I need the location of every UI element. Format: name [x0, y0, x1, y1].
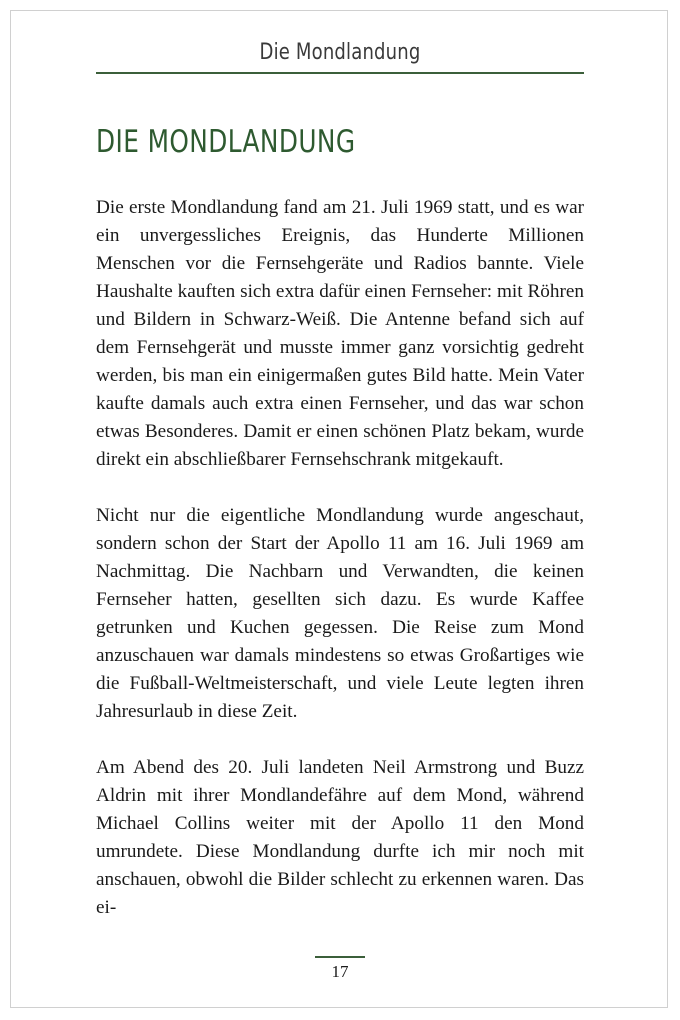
- body-text: [96, 194, 584, 950]
- footer-rule: [315, 956, 365, 958]
- paragraph-2: Nicht nur die eigentliche Mondlandung wurde angeschaut, sondern schon der Start der Apollo 11 am 16. Juli 1969 am Nachmittag. Die Nachbarn und Verwandten, die keinen Fernseher hatten, gesellten sich dazu. Es wurde Kaffee getrunken und Kuchen gegessen. Die Reise zum Mond anzuschauen war damals mindestens so etwas Großartiges wie die Fußball-Weltmeisterschaft, und viele Leute legten ihren Jahresurlaub in diese Zeit.: [96, 505, 584, 722]
- chapter-title: DIE MONDLANDUNG: [96, 124, 356, 160]
- page-number: 17: [331, 962, 349, 981]
- paragraph-3: Am Abend des 20. Juli landeten Neil Armstrong und Buzz Aldrin mit ihrer Mondlandefähre auf dem Mond, während Michael Collins weiter mit der Apollo 11 den Mond umrundete. Diese Mondlandung durfte ich mir noch mit anschauen, obwohl die Bilder schlecht zu erkennen waren. Das ei-: [96, 757, 584, 918]
- running-header-title: Die Mondlandung: [259, 40, 421, 65]
- paragraph-1: Die erste Mondlandung fand am 21. Juli 1969 statt, und es war ein unvergessliches Ereignis, das Hunderte Millionen Menschen vor die Fernsehgeräte und Radios bannte. Viele Haushalte kauften sich extra dafür einen Fernseher: mit Röhren und Bildern in Schwarz-Weiß. Die Antenne befand sich auf dem Fernsehgerät und musste immer ganz vorsichtig gedreht werden, bis man ein einigermaßen gutes Bild hatte. Mein Vater kaufte damals auch extra einen Fernseher, und das war schon etwas Besonderes. Damit er einen schönen Platz bekam, wurde direkt ein abschließbarer Fernsehschrank mitgekauft.: [96, 197, 584, 470]
- header-rule: [96, 72, 584, 74]
